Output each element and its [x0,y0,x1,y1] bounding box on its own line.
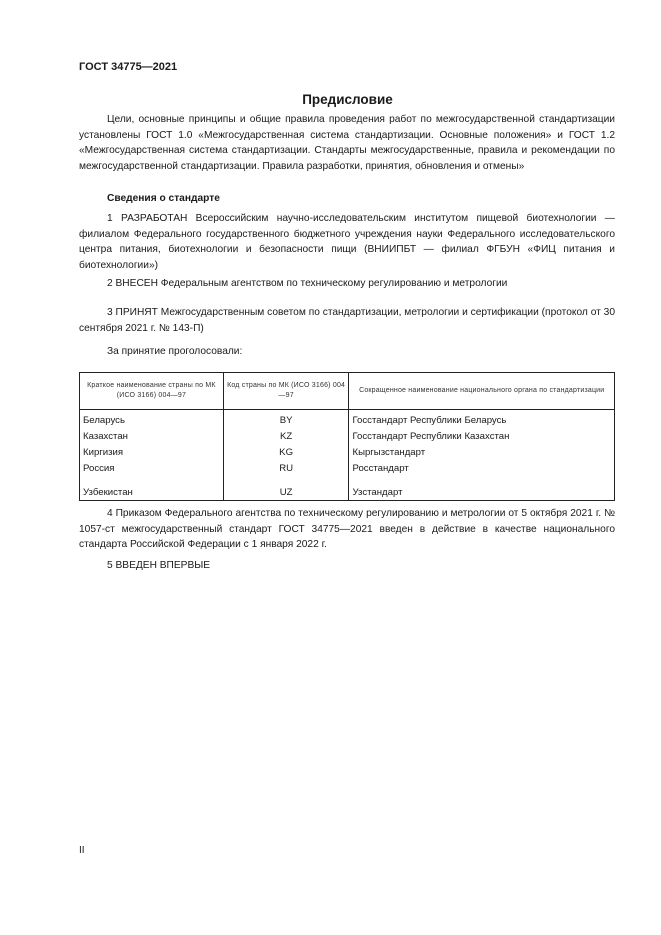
standards-body: Госстандарт Республики Беларусь [349,410,615,429]
document-code: ГОСТ 34775—2021 [79,61,178,73]
country-name: Россия [80,460,224,476]
standards-body: Госстандарт Республики Казахстан [349,428,615,444]
table-row [80,428,615,444]
item-developed-by: 1 РАЗРАБОТАН Всероссийским научно-исследовательским институтом пищевой биотехнологии — филиалом Федерального государственного бюджетного учреждения науки Федерального исследовательского центра питания, биотехнологии и безопасности пищи (ВНИИПБТ — филиал ФГБУН «ФИЦ питания и биотехнологии») [79,213,615,271]
item-introduced-first: 5 ВВЕДЕН ВПЕРВЫЕ [107,560,211,571]
preface-intro: Цели, основные принципы и общие правила проведения работ по межгосударственной стандартизации установлены ГОСТ 1.0 «Межгосударственная система стандартизации. Основные положения» и ГОСТ 1.2 «Межгосударственная система стандартизации. Стандарты межгосударственные, правила и рекомендации по межгосударственной стандартизации. Правила разработки, принятия, обновления и отмены» [79,114,615,172]
page-number: II [79,845,85,856]
standards-body: Росстандарт [349,460,615,476]
country-code: RU [223,460,349,476]
vote-intro: За принятие проголосовали: [107,346,243,357]
standards-body: Кыргызстандарт [349,444,615,460]
country-code: UZ [223,476,349,501]
item-enacted-by-order: 4 Приказом Федерального агентства по техническому регулированию и метрологии от 5 октября 2021 г. № 1057-ст межгосударственный стандарт ГОСТ 34775—2021 введен в действие в качестве национального стандарта Российской Федерации с 1 января 2022 г. [79,508,615,550]
item-adopted-by: 3 ПРИНЯТ Межгосударственным советом по стандартизации, метрологии и сертификации (протокол от 30 сентября 2021 г. № 143-П) [79,307,615,334]
standards-body: Узстандарт [349,476,615,501]
table-header-row [80,373,615,410]
country-code: KZ [223,428,349,444]
column-header-code: Код страны по МК (ИСО 3166) 004—97 [223,373,349,410]
table-row [80,476,615,501]
standard-info-heading: Сведения о стандарте [107,193,220,204]
item-introduced-by: 2 ВНЕСЕН Федеральным агентством по техническому регулированию и метрологии [107,278,508,289]
country-name: Казахстан [80,428,224,444]
column-header-body: Сокращенное наименование национального органа по стандартизации [349,373,615,410]
country-name: Беларусь [80,410,224,429]
column-header-country: Краткое наименование страны по МК (ИСО 3166) 004—97 [80,373,224,410]
country-name: Узбекистан [80,476,224,501]
country-code: KG [223,444,349,460]
preface-title: Предисловие [302,92,393,107]
country-name: Киргизия [80,444,224,460]
voting-countries-table [79,372,615,501]
table-row [80,460,615,476]
country-code: BY [223,410,349,429]
table-row [80,444,615,460]
table-row [80,410,615,429]
